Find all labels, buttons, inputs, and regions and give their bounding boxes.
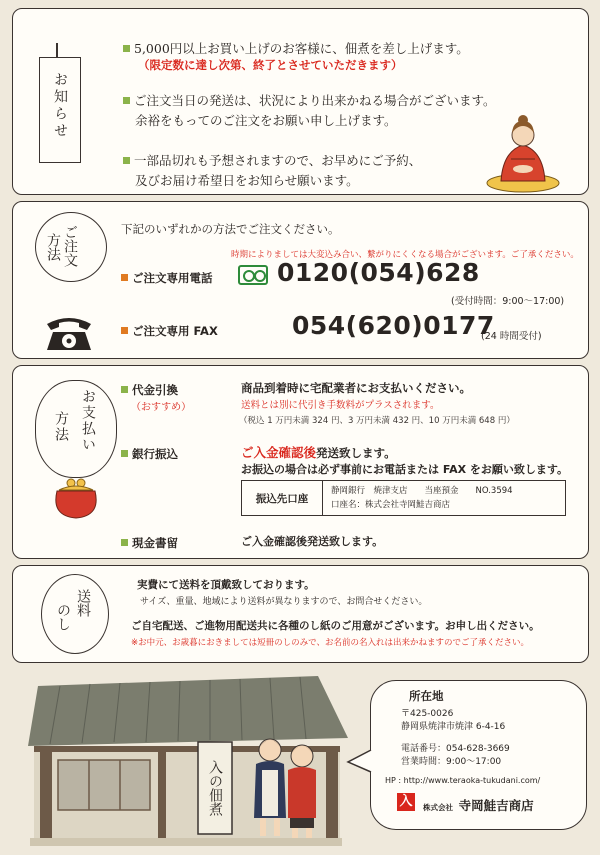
company-name <box>423 795 534 814</box>
company-logo-mark: 入 <box>399 794 413 809</box>
payment-panel <box>12 365 589 559</box>
location-bubble-tail <box>346 748 376 774</box>
store-hours: 営業時間：9:00〜17:00 <box>401 757 502 767</box>
postal-code: 〒425-0026 <box>401 709 454 719</box>
phone-hours: (受付時間：9:00〜17:00) <box>451 296 565 307</box>
payment-label-bubble <box>35 380 117 478</box>
bank-desc: ご入金確認後発送致します。 <box>241 445 396 460</box>
company-prefix: 株式会社 <box>423 803 453 812</box>
shipping-line-2: サイズ、重量、地域により送料が異なりますので、お問合せください。 <box>140 597 428 607</box>
cash-desc: ご入金確認後発送致します。 <box>241 535 384 548</box>
shipping-label-line1: 送料 <box>75 589 91 617</box>
coin-purse-icon <box>51 476 101 520</box>
notice-item-1-note: （限定数に達し次第、終了とさせていただきます） <box>138 58 403 72</box>
store-address: 静岡県焼津市焼津 6-4-16 <box>401 722 506 732</box>
location-title: 所在地 <box>409 689 444 703</box>
notice-label-tag <box>39 57 81 163</box>
location-bubble <box>370 680 587 830</box>
notice-item-3-line2: 及びお届け希望日をお知らせ願います。 <box>135 173 359 188</box>
order-warning: 時期によりましては大変込み合い、繋がりにくくなる場合がございます。ご了承ください。 <box>231 250 579 260</box>
notice-item-3: 一部品切れも予想されますので、お早めにご予約、 <box>123 151 421 169</box>
shipping-label-line2: のし <box>55 603 71 631</box>
notice-item-2: ご注文当日の発送は、状況により出来かねる場合がございます。 <box>123 91 496 109</box>
payment-label-line1: お支払い <box>80 389 96 453</box>
fax-number: 054(620)0177 <box>292 311 495 340</box>
fax-label: ご注文専用 FAX <box>121 323 218 339</box>
shipping-line-1: 実費にて送料を頂戴致しております。 <box>137 579 315 591</box>
store-sign-text: 入の佃煮 <box>207 760 223 816</box>
account-bank: 静岡銀行 焼津支店 当座預金 NO.3594 <box>331 486 513 496</box>
store-homepage-link[interactable]: HP : http://www.teraoka-tukudani.com/ <box>385 776 541 785</box>
cod-recommend: （おすすめ） <box>131 402 192 413</box>
shipping-line-4: ※お中元、お歳暮におきましては短冊のしのみで、お名前の名入れは出来かねますのでご了承ください。 <box>131 638 529 648</box>
bank-label: 銀行振込 <box>121 446 178 462</box>
notice-label: お知らせ <box>52 72 68 140</box>
telephone-icon <box>43 312 95 352</box>
cod-label: 代金引換 <box>121 382 178 398</box>
account-box <box>241 480 566 516</box>
phone-number: 0120(054)628 <box>277 258 480 287</box>
order-label-line1: ご注文 <box>62 225 78 267</box>
bank-desc-highlight: ご入金確認後 <box>241 445 317 460</box>
shipping-line-3: ご自宅配送、ご進物用配送共に各種のし紙のご用意がございます。お申し出ください。 <box>131 620 540 632</box>
order-label-bubble <box>35 212 107 282</box>
account-label: 振込先口座 <box>242 481 323 515</box>
kneeling-woman-illustration <box>483 109 563 194</box>
order-intro: 下記のいずれかの方法でご注文ください。 <box>121 222 340 236</box>
staff-figure-right <box>288 745 316 840</box>
cod-fee: 送料とは別に代引き手数料がプラスされます。 <box>241 400 440 411</box>
store-tel: 電話番号：054-628-3669 <box>401 744 510 754</box>
phone-label: ご注文専用電話 <box>121 270 213 286</box>
cash-label: 現金書留 <box>121 535 178 551</box>
notice-item-1: 5,000円以上お買い上げのお客様に、佃煮を差し上げます。 <box>123 39 469 57</box>
fax-hours: (24 時間受付) <box>481 331 542 342</box>
freedial-icon <box>238 265 268 285</box>
company-logo <box>397 793 415 811</box>
storefront-illustration <box>0 668 360 855</box>
account-name: 口座名：株式会社寺岡鮭吉商店 <box>331 500 451 510</box>
bank-note: お振込の場合は必ず事前にお電話または FAX をお願い致します。 <box>241 463 569 476</box>
order-label-line2: 方法 <box>45 233 61 261</box>
cod-desc: 商品到着時に宅配業者にお支払いください。 <box>241 381 471 395</box>
cod-fee-detail: （税込 1 万円未満 324 円、3 万円未満 432 円、10 万円未満 648 円） <box>239 416 515 426</box>
order-panel <box>12 201 589 359</box>
shipping-panel <box>12 565 589 663</box>
shipping-label-bubble <box>41 574 109 654</box>
payment-label-line2: 方法 <box>53 411 69 443</box>
notice-panel <box>12 8 589 195</box>
notice-item-2-line2: 余裕をもってのご注文をお願い申し上げます。 <box>135 113 397 128</box>
company-name-text: 寺岡鮭吉商店 <box>458 798 534 813</box>
